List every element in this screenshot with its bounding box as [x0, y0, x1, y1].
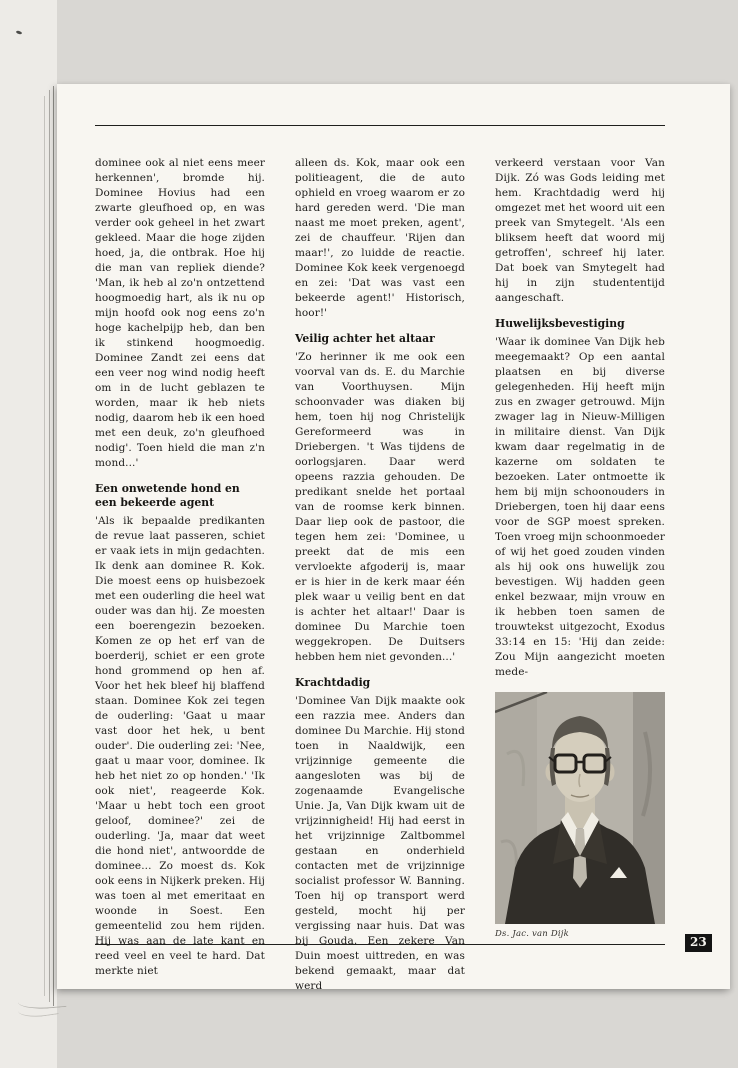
page-stack-line — [53, 86, 54, 1006]
portrait-photo — [495, 692, 665, 939]
photo-caption: Ds. Jac. van Dijk — [495, 929, 569, 939]
page-number: 23 — [685, 934, 712, 952]
column-1 — [95, 156, 265, 994]
magazine-page — [57, 84, 730, 992]
book-edge — [0, 0, 57, 1068]
section-heading: Huwelijksbevestiging — [495, 317, 625, 330]
page-stack-line — [44, 96, 45, 996]
page-stack-line — [49, 90, 50, 1002]
paragraph: verkeerd verstaan voor Van Dijk. Zó was Gods leiding met hem. Krachtdadig werd hij omgezet met het woord uit een preek van Smytegelt. 'Als een bliksem heeft dat woord mij getroffen', schreef hij later. Dat boek van Smytegelt had hij in zijn studententijd aangeschaft. — [495, 157, 665, 304]
section-heading: Een onwetende hond en een bekeerde agent — [95, 482, 240, 509]
paragraph: 'Dominee Van Dijk maakte ook een razzia mee. Anders dan dominee Du Marchie. Hij stond toen in Naaldwijk, een vrijzinnige gemeente die aangesloten was bij de zogenaamde Evangelische Unie. Ja, Van Dijk kwam uit de vrijzinnigheid! Hij had eerst in het vrijzinnige Zaltbommel gestaan en onderhield contacten met de vrijzinnige socialist professor W. Banning. Toen hij op transport werd gesteld, mocht hij per vergissing naar huis. Dat was bij Gouda. Een zekere Van Duin moest uittreden, en was bekend gemaakt, maar dat werd — [295, 695, 465, 992]
paragraph: 'Zo herinner ik me ook een voorval van ds. E. du Marchie van Voorthuysen. Mijn schoonvader was diaken bij hem, toen hij nog Christelijk Gereformeerd was in Driebergen. 't Was tijdens de oorlogsjaren. Daar werd opeens razzia gehouden. De predikant snelde het portaal van de roomse kerk binnen. Daar liep ook de pastoor, die tegen hem zei: 'Dominee, u preekt dat de mis een vervloekte afgoderij is, maar er is hier in de kerk maar één plek waar u veilig bent en dat is achter het altaar!' Daar is dominee Du Marchie toen weggekropen. De Duitsers hebben hem niet gevonden...' — [295, 351, 465, 663]
paragraph: dominee ook al niet eens meer herkennen', bromde hij. Dominee Hovius had een zwarte gleufhoed op, en was verder ook geheel in het zwart gekleed. Maar die hoge zijden hoed, ja, die ontbrak. Hoe hij die man van repliek diende? 'Man, ik heb al zo'n ontzettend hoogmoedig hart, als ik nu op mijn hoofd ook nog eens zo'n hoge kachelpijp heb, dan ben ik stinkend hoogmoedig. Dominee Zandt zei eens dat een veer nog wind nodig heeft om in de lucht geblazen te worden, maar ik heb niets nodig, daarom heb ik een hoed met een deuk, zo'n gleufhoed nodig'. Toen hield die man z'n mond...' — [95, 157, 265, 469]
paragraph: 'Waar ik dominee Van Dijk heb meegemaakt? Op een aantal plaatsen en bij diverse gelegenheden. Hij heeft mijn zus en zwager getrouwd. Mijn zwager lag in Nieuw-Milligen in militaire dienst. Van Dijk kwam daar regelmatig in de kazerne om soldaten te bezoeken. Later ontmoette ik hem bij mijn schoonouders in Driebergen, toen hij daar eens voor de SGP moest spreken. Toen vroeg mijn schoonmoeder of wij het goed zouden vinden als hij ook ons huwelijk zou bevestigen. Wij hadden geen enkel bezwaar, mijn vrouw en ik hebben toen samen de trouwtekst uitgezocht, Exodus 33:14 en 15: 'Hij dan zeide: Zou Mijn aangezicht moeten mede- — [495, 336, 665, 678]
column-2 — [295, 156, 465, 994]
paragraph: alleen ds. Kok, maar ook een politieagent, die de auto ophield en vroeg waarom er zo hard gereden werd. 'Die man naast me moet preken, agent', zei de chauffeur. 'Rijen dan maar!', zo luidde de reactie. Dominee Kok keek vergenoegd en zei: 'Dat was vast een bekeerde agent!' Historisch, hoor!' — [295, 157, 465, 319]
paragraph: 'Als ik bepaalde predikanten de revue laat passeren, schiet er vaak iets in mijn gedachten. Ik denk aan dominee R. Kok. Die moest eens op huisbezoek met een ouderling die heel wat ouder was dan hij. Ze moesten een boerengezin bezoeken. Komen ze op het erf van de boerderij, schiet er een grote hond grommend op hen af. Voor het hek bleef hij blaffend staan. Dominee Kok zei tegen de ouderling: 'Gaat u maar vast door het hek, u bent ouder'. Die ouderling zei: 'Nee, gaat u maar voor, dominee. Ik heb het niet zo op honden.' 'Ik ook niet', reageerde Kok. 'Maar u hebt toch een groot geloof, dominee?' zei de ouderling. 'Ja, maar dat weet die hond niet', antwoordde de dominee... Zo moest ds. Kok ook eens in Nijkerk preken. Hij was toen al met emeritaat en woonde in Soest. Een gemeentelid zou hem rijden. Hij was aan de late kant en reed veel en veel te hard. Dat merkte niet — [95, 515, 265, 977]
section-heading: Krachtdadig — [295, 676, 371, 689]
article-columns — [95, 156, 665, 994]
column-3 — [495, 156, 665, 994]
bottom-rule — [95, 944, 665, 945]
top-rule — [95, 125, 665, 126]
section-heading: Veilig achter het altaar — [295, 332, 435, 345]
portrait-photo-image — [495, 692, 665, 924]
